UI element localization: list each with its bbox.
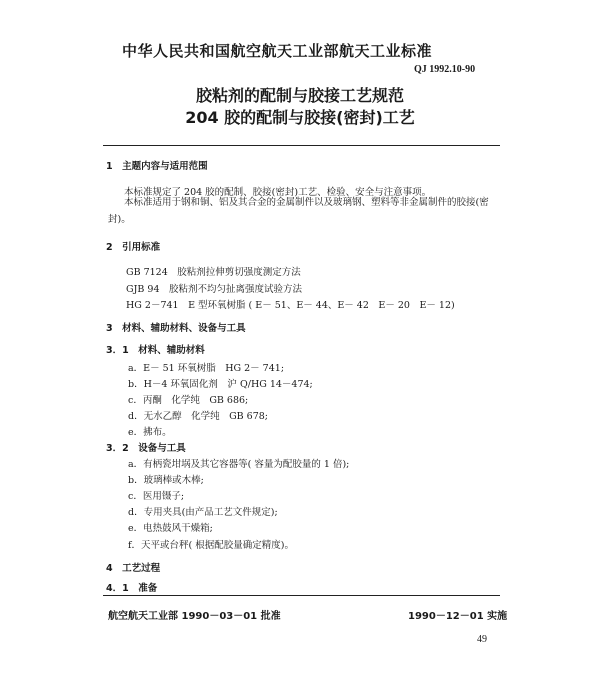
- approval-date: 航空航天工业部 1990－03－01 批准: [108, 611, 281, 622]
- standard-code: QJ 1992.10-90: [414, 64, 476, 75]
- implementation-date: 1990－12－01 实施: [408, 611, 508, 622]
- top-divider: [103, 145, 500, 146]
- equipment-item-d: d．专用夹具(由产品工艺文件规定);: [128, 507, 278, 518]
- reference-gjb94: GJB 94 胶粘剂不均匀扯离强度试验方法: [126, 284, 302, 295]
- page-number: 49: [477, 634, 487, 645]
- bottom-divider: [103, 595, 500, 596]
- material-item-b: b．H－4 环氧固化剂 沪 Q/HG 14－474;: [128, 379, 313, 390]
- section-1-heading: 1 主题内容与适用范围: [106, 161, 208, 172]
- section-3-2-heading: 3．2 设备与工具: [106, 443, 186, 454]
- reference-hg2-741: HG 2－741 E 型环氧树脂 ( E－ 51、E－ 44、E－ 42 E－ 20 E－ 12): [126, 300, 455, 311]
- material-item-c: c．丙酮 化学纯 GB 686;: [128, 395, 249, 406]
- equipment-item-b: b．玻璃棒或木棒;: [128, 475, 204, 486]
- material-item-e: e．拂布。: [128, 427, 172, 438]
- section-4-1-heading: 4．1 准备: [106, 583, 158, 594]
- equipment-item-e: e．电热鼓风干燥箱;: [128, 523, 213, 534]
- document-title: 胶粘剂的配制与胶接工艺规范: [195, 86, 404, 105]
- section-1-paragraph-1: 本标准规定了 204 胶的配制、胶接(密封)工艺、检验、安全与注意事项。: [124, 187, 432, 198]
- section-4-heading: 4 工艺过程: [106, 563, 161, 574]
- section-3-heading: 3 材料、辅助材料、设备与工具: [106, 323, 246, 334]
- document-subtitle: 204 胶的配制与胶接(密封)工艺: [185, 108, 415, 127]
- material-item-a: a．E－ 51 环氧树脂 HG 2－ 741;: [128, 363, 285, 374]
- reference-gb7124: GB 7124 胶粘剂拉伸剪切强度测定方法: [126, 267, 301, 278]
- issuing-organization: 中华人民共和国航空航天工业部航天工业标准: [122, 42, 433, 60]
- section-1-paragraph-2: 本标准适用于钢和铜、铝及其合金的金属制件以及玻璃钢、塑料等非金属制件的胶接(密封)。: [108, 197, 489, 225]
- equipment-item-f: f．天平或台秤( 根据配胶量确定精度)。: [128, 540, 294, 551]
- equipment-item-a: a．有柄瓷坩埚及其它容器等( 容量为配胶量的 1 倍);: [128, 459, 350, 470]
- material-item-d: d．无水乙醇 化学纯 GB 678;: [128, 411, 269, 422]
- equipment-item-c: c．医用镊子;: [128, 491, 185, 502]
- section-2-heading: 2 引用标准: [106, 242, 161, 253]
- section-3-1-heading: 3．1 材料、辅助材料: [106, 345, 205, 356]
